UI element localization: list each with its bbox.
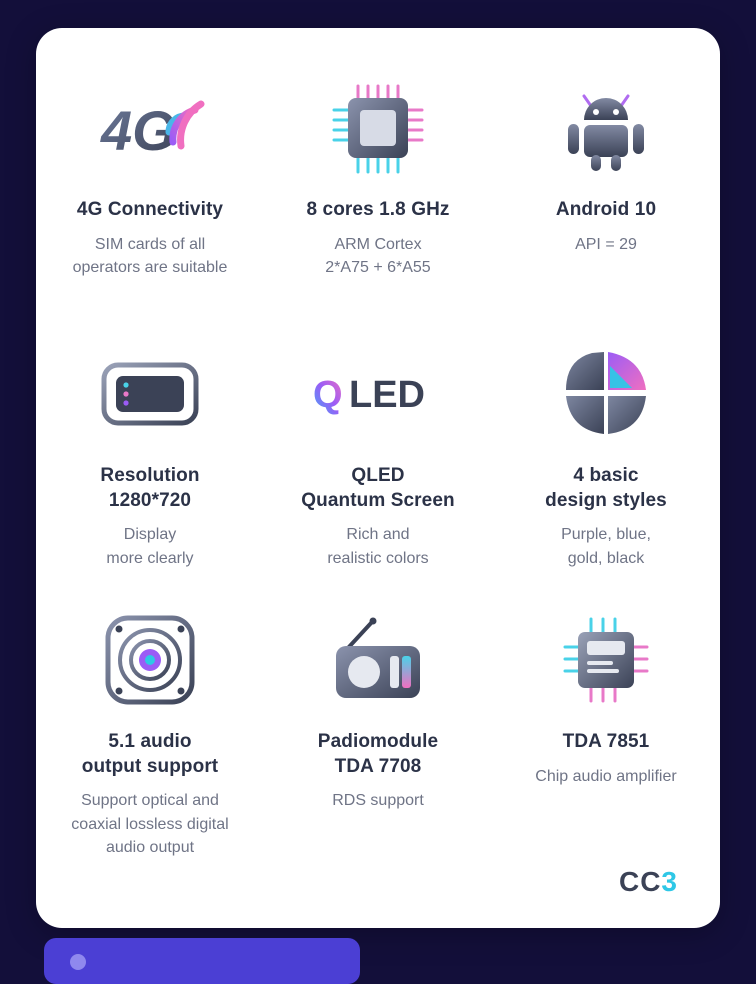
feature-desc <box>506 233 706 256</box>
feature-desc-line: 2*A75 + 6*A55 <box>325 258 431 276</box>
qled-led-letters: LED <box>349 374 425 416</box>
feature-title <box>50 730 250 779</box>
bullet-dot-icon <box>70 954 86 970</box>
amplifier-chip-icon <box>506 604 706 716</box>
feature-title-text: Android 10 <box>555 199 657 220</box>
feature-desc-line: Support optical and <box>81 792 219 810</box>
feature-desc-line: SIM cards of all <box>94 235 206 253</box>
feature-desc <box>50 233 250 279</box>
feature-desc-line: realistic colors <box>327 549 429 567</box>
feature-desc-line: operators are suitable <box>72 258 228 276</box>
radio-module-icon <box>278 604 478 716</box>
feature-4g-connectivity <box>36 72 264 302</box>
qled-logo-icon <box>278 338 478 450</box>
feature-title <box>506 730 706 755</box>
feature-title-line: TDA 7851 <box>562 731 650 752</box>
feature-title <box>278 464 478 513</box>
feature-title-line: 5.1 audio <box>108 731 192 752</box>
brand-name: CC <box>618 866 662 897</box>
feature-title-line: 1280*720 <box>108 489 192 511</box>
feature-desc <box>278 523 478 569</box>
feature-desc-line: RDS support <box>332 792 424 810</box>
feature-title <box>278 730 478 779</box>
speaker-audio-icon <box>50 604 250 716</box>
feature-amplifier <box>492 604 720 834</box>
feature-desc <box>506 765 706 788</box>
feature-title-line: Padiomodule <box>317 731 439 752</box>
feature-radio-module <box>264 604 492 834</box>
feature-desc <box>278 789 478 812</box>
feature-desc-line: Purple, blue, <box>561 526 651 544</box>
feature-android <box>492 72 720 302</box>
pinwheel-styles-icon <box>506 338 706 450</box>
svg-text:4G: 4G <box>101 99 176 162</box>
feature-title <box>50 464 250 513</box>
feature-audio-output <box>36 604 264 856</box>
feature-title-line: TDA 7708 <box>334 755 422 777</box>
feature-title-line: design styles <box>545 489 667 511</box>
feature-title-line: QLED <box>351 465 405 486</box>
feature-title-line: Resolution <box>100 465 200 486</box>
brand-logo <box>619 866 678 898</box>
android-robot-icon <box>506 72 706 184</box>
cpu-chip-icon <box>278 72 478 184</box>
feature-title-line: Quantum Screen <box>301 489 455 511</box>
feature-design-styles <box>492 338 720 568</box>
feature-desc-line: Display <box>123 526 177 544</box>
feature-title <box>50 198 250 223</box>
feature-desc-line: audio output <box>105 838 195 856</box>
feature-resolution <box>36 338 264 568</box>
feature-title <box>278 198 478 223</box>
feature-desc-line: ARM Cortex <box>334 235 422 253</box>
feature-grid <box>36 28 720 870</box>
feature-title <box>506 464 706 513</box>
feature-desc-line: Chip audio amplifier <box>535 767 677 785</box>
brand-accent: 3 <box>661 866 678 897</box>
feature-title-line: 4 basic <box>573 465 639 486</box>
feature-cpu <box>264 72 492 302</box>
feature-desc-line: coaxial lossless digital <box>71 815 229 833</box>
feature-desc <box>506 523 706 569</box>
feature-title-line: output support <box>81 755 219 777</box>
feature-desc <box>50 523 250 569</box>
feature-qled <box>264 338 492 568</box>
display-screen-icon <box>50 338 250 450</box>
feature-title-text: 4G Connectivity <box>76 199 224 220</box>
feature-desc <box>50 789 250 859</box>
qled-q-letter: Q <box>313 374 343 416</box>
feature-desc-line: API = 29 <box>575 235 637 253</box>
feature-desc-line: gold, black <box>567 549 645 567</box>
feature-desc <box>278 233 478 279</box>
feature-desc-line: more clearly <box>106 549 194 567</box>
spec-card <box>36 28 720 928</box>
feature-title-text: 8 cores 1.8 GHz <box>306 199 450 220</box>
feature-desc-line: Rich and <box>346 526 410 544</box>
bottom-panel <box>44 938 360 984</box>
4g-signal-icon <box>50 72 250 184</box>
feature-title <box>506 198 706 223</box>
